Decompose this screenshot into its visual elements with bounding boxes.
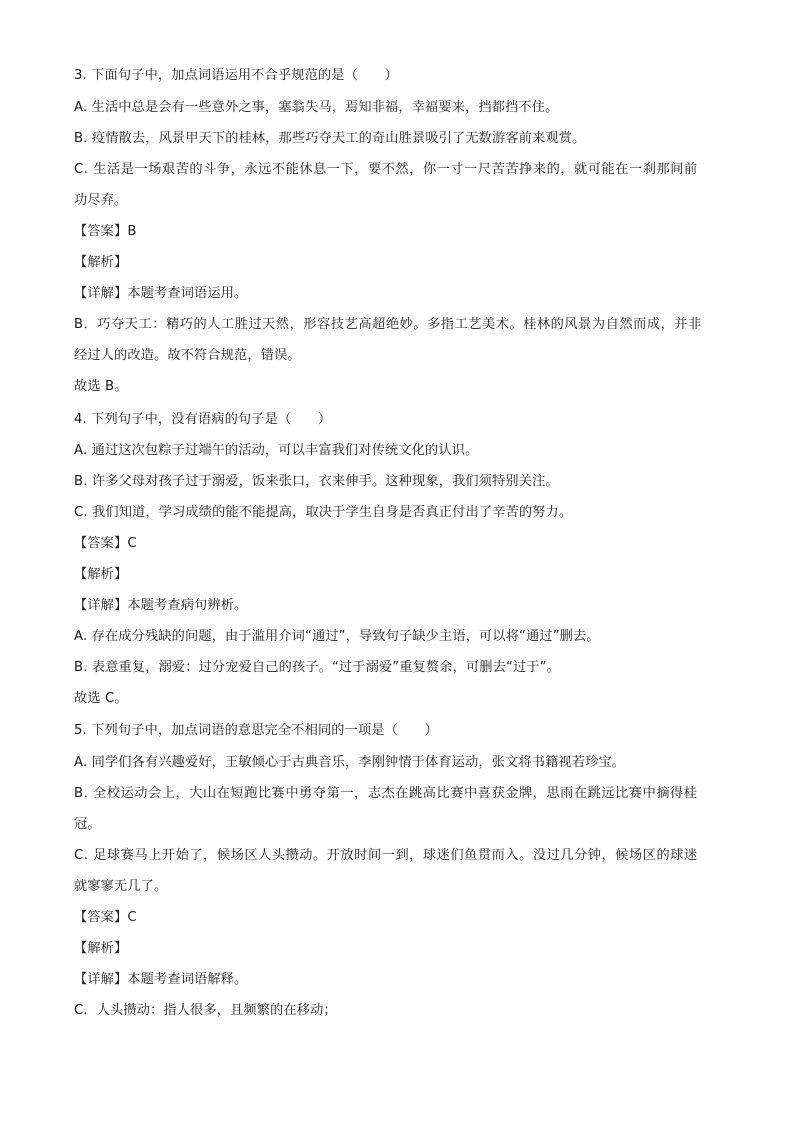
q3-conclusion: 故选 B。 [74, 379, 128, 394]
q3-answer: 【答案】B [74, 224, 137, 239]
q4-explain-b: B. 表意重复，溺爱：过分宠爱自己的孩子。“过于溺爱”重复赘余，可删去“过于”。 [74, 660, 560, 675]
q3-analysis-heading: 【解析】 [74, 255, 128, 270]
q5-option-b-line1: B. 全校运动会上，大山在短跑比赛中勇夺第一，志杰在跳高比赛中喜获金牌，思雨在跳远比赛中摘得桂 [74, 786, 698, 801]
q5-stem: 5. 下列句子中，加点词语的意思完全不相同的一项是（ ） [74, 723, 438, 738]
q3-option-c-line2: 功尽弃。 [74, 193, 128, 208]
q4-stem: 4. 下列句子中，没有语病的句子是（ ） [74, 412, 332, 427]
q4-option-b: B. 许多父母对孩子过于溺爱，饭来张口，衣来伸手。这种现象，我们须特别关注。 [74, 474, 559, 489]
q3-option-c-line1: C. 生活是一场艰苦的斗争，永远不能休息一下，要不然，你一寸一尺苦苦挣来的，就可能在一刹那间前 [74, 162, 698, 177]
q3-option-a: A. 生活中总是会有一些意外之事，塞翁失马，焉知非福，幸福要来，挡都挡不住。 [74, 100, 559, 115]
q5-option-c-line1: C. 足球赛马上开始了，候场区人头攒动。开放时间一到，球迷们鱼贯而入。没过几分钟，候场区的球迷 [74, 848, 698, 863]
q3-stem: 3. 下面句子中，加点词语运用不合乎规范的是（ ） [74, 68, 398, 83]
q4-analysis-heading: 【解析】 [74, 567, 128, 582]
q4-detail: 【详解】本题考查病句辨析。 [74, 598, 248, 613]
q5-option-b-line2: 冠。 [74, 817, 101, 832]
q3-explain-line1: B．巧夺天工：精巧的人工胜过天然，形容技艺高超绝妙。多指工艺美术。桂林的风景为自然而成，并非 [74, 317, 702, 332]
q4-conclusion: 故选 C。 [74, 691, 128, 706]
q5-option-a: A. 同学们各有兴趣爱好，王敏倾心于古典音乐，李刚钟情于体育运动，张文将书籍视若珍宝。 [74, 755, 626, 770]
q5-explain-c: C．人头攒动：指人很多，且频繁的在移动； [74, 1003, 337, 1018]
q4-answer: 【答案】C [74, 536, 137, 551]
q5-detail: 【详解】本题考查词语解释。 [74, 972, 248, 987]
q3-option-b: B. 疫情散去，风景甲天下的桂林，那些巧夺天工的奇山胜景吸引了无数游客前来观赏。 [74, 131, 586, 146]
q3-explain-line2: 经过人的改造。故不符合规范，错误。 [74, 348, 301, 363]
q5-analysis-heading: 【解析】 [74, 941, 128, 956]
q5-answer: 【答案】C [74, 910, 137, 925]
q4-option-a: A. 通过这次包粽子过端午的活动，可以丰富我们对传统文化的认识。 [74, 443, 479, 458]
q4-option-c: C. 我们知道，学习成绩的能不能提高，取决于学生自身是否真正付出了辛苦的努力。 [74, 505, 573, 520]
q5-option-c-line2: 就寥寥无几了。 [74, 879, 168, 894]
q3-detail: 【详解】本题考查词语运用。 [74, 286, 248, 301]
q4-explain-a: A. 存在成分残缺的问题，由于滥用介词“通过”，导致句子缺少主语，可以将“通过”删去。 [74, 629, 600, 644]
